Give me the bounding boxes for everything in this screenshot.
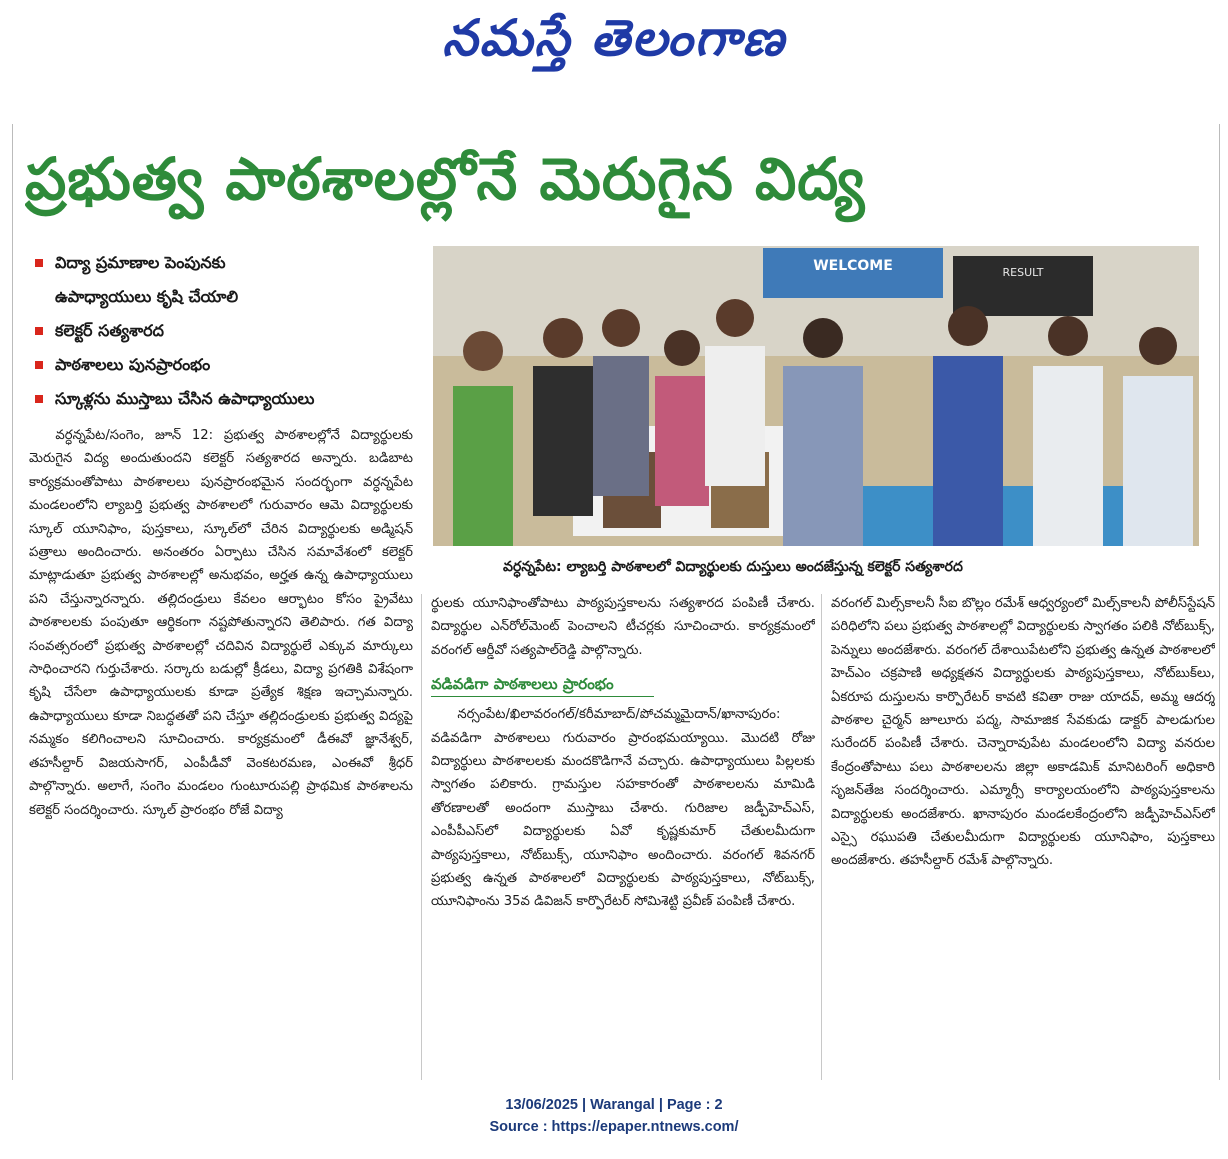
article-column-1	[29, 424, 413, 1072]
paragraph: ర్థులకు యూనిఫాంతోపాటు పాఠ్యపుస్తకాలను సత్యశారద పంపిణీ చేశారు. విద్యార్థుల ఎన్‌రోల్‌మెంట్ పెంచాలని టీచర్లకు సూచించారు. కార్యక్రమంలో వరంగల్ ఆర్డీవో సత్యపాల్‌రెడ్డి పాల్గొన్నారు.	[431, 596, 815, 658]
article-column-3	[831, 592, 1215, 1076]
highlight-item: విద్యా ప్రమాణాల పెంపునకు	[29, 246, 425, 280]
article-column-2	[431, 592, 815, 1076]
highlights-list	[29, 246, 425, 416]
news-photo	[433, 246, 1199, 546]
article-subheading: వడివడిగా పాఠశాలలు ప్రారంభం	[431, 672, 654, 697]
highlight-item: ఉపాధ్యాయులు కృషి చేయాలి	[55, 287, 239, 306]
photo-banner-text: WELCOME	[813, 258, 893, 274]
article	[12, 124, 1220, 1080]
page-footer	[0, 1094, 1228, 1138]
news-photo-illustration	[433, 246, 1199, 546]
bullet-square-icon	[35, 259, 43, 267]
paragraph: నర్సంపేట/ఖిలావరంగల్/కరీమాబాద్/పోచమ్మమైదాన్/ఖానాపురం: వడివడిగా పాఠశాలలు గురువారం ప్రారంభమయ్యాయి. మొదటి రోజు విద్యార్థులు పాఠశాలలకు మందకొడిగానే వచ్చారు. ఉపాధ్యాయులు పిల్లలకు స్వాగతం పలికారు. గ్రామస్తుల సహకారంతో పాఠశాలలను మామిడి తోరణాలతో అందంగా ముస్తాబు చేశారు. గురిజాల జడ్పీహెచ్ఎస్, ఎంపీపీఎస్‌లో విద్యార్థులకు ఏవో కృష్ణకుమార్ చేతులమీదుగా పాఠ్యపుస్తకాలు, నోట్‌బుక్స్, యూనిఫాం అందించారు. వరంగల్ శివనగర్ ప్రభుత్వ ఉన్నత పాఠశాలలో విద్యార్థులకు పాఠ్యపుస్తకాలు, నోట్‌బుక్స్, యూనిఫాంను 35వ డివిజన్ కార్పొరేటర్ సోమిశెట్టి ప్రవీణ్ పంపిణీ చేశారు.	[431, 707, 815, 910]
paragraph: వరంగల్ మిల్స్‌కాలనీ సీఐ బొల్లం రమేశ్ ఆధ్వర్యంలో మిల్స్‌కాలనీ పోలీస్‌స్టేషన్ పరిధిలోని పలు ప్రభుత్వ పాఠశాలల్లో విద్యార్థులకు స్వాగతం పలికి నోట్‌బుక్స్, పెన్నులు అందజేశారు. వరంగల్ దేశాయిపేటలోని ప్రభుత్వ ఉన్నత పాఠశాలలో హెచ్ఎం చక్రపాణి అధ్యక్షతన విద్యార్థులకు పాఠ్యపుస్తకాలు, నోట్‌బుక్‌లు, ఏకరూప దుస్తులను కార్పొరేటర్ కావటి కవితా రాజు యాదవ్, అమ్మ ఆదర్శ పాఠశాల చైర్మన్ జూలూరు పద్మ, సామాజిక సేవకుడు డాక్టర్ పాలడుగుల సురేందర్ పంపిణీ చేశారు. చెన్నారావుపేట మండలంలోని విద్యా వనరుల కేంద్రంతోపాటు పలు పాఠశాలలను జిల్లా అకాడమిక్ మానిటరింగ్ అధికారి సృజన్‌తేజ సందర్శించారు. ఎమ్మార్సీ కార్యాలయంలోని పాఠ్యపుస్తకాలను విద్యార్థులకు అందజేశారు. ఖానాపురం మండలకేంద్రంలోని జడ్పీహెచ్ఎస్‌లో ఎస్సై రఘుపతి చేతులమీదుగా విద్యార్థులకు యూనిఫాం, పుస్తకాలు అందజేశారు. తహసీల్దార్ రమేశ్ పాల్గొన్నారు.	[831, 596, 1215, 869]
bullet-square-icon	[35, 395, 43, 403]
highlight-item: పాఠశాలలు పునప్రారంభం	[29, 348, 425, 382]
column-divider	[821, 594, 822, 1080]
paragraph: వర్ధన్నపేట/సంగెం, జూన్ 12: ప్రభుత్వ పాఠశాలల్లోనే విద్యార్థులకు మెరుగైన విద్య అందుతుందని కలెక్టర్ సత్యశారద అన్నారు. బడిబాట కార్యక్రమంతోపాటు పాఠశాలలు పునప్రారంభమైన సందర్భంగా వర్ధన్నపేట మండలంలోని ల్యాబర్తి ప్రభుత్వ పాఠశాలలో గురువారం ఆమె విద్యార్థులకు స్కూల్ యూనిఫాం, పుస్తకాలు, స్కూల్‌లో చేరిన విద్యార్థులకు అడ్మిషన్ పత్రాలు అందించారు. అనంతరం ఏర్పాటు చేసిన సమావేశంలో కలెక్టర్ మాట్లాడుతూ ప్రభుత్వ పాఠశాలల్లో అనుభవం, అర్హత ఉన్న ఉపాధ్యాయులు పని చేస్తున్నారన్నారు. తల్లిదండ్రులు కేవలం ఆర్భాటం కోసం ప్రైవేటు పాఠశాలలకు పంపుతూ ఆర్థికంగా నష్టపోతున్నారని తెలిపారు. గత విద్యా సంవత్సరంలో ప్రభుత్వ పాఠశాలల్లో చదివిన విద్యార్థులే ఎక్కువ మార్కులు సాధించారని గుర్తుచేశారు. సర్కారు బడుల్లో క్రీడలు, విద్యా ప్రగతికి విశేషంగా కృషి చేసేలా ఉపాధ్యాయులకు కూడా ప్రత్యేక శిక్షణ ఇచ్చామన్నారు. ఉపాధ్యాయులు కూడా నిబద్ధతతో పని చేస్తూ తల్లిదండ్రులకు ప్రభుత్వ విద్యపై నమ్మకం కలిగించాలని సూచించారు. కార్యక్రమంలో డీఈవో జ్ఞానేశ్వర్, తహసీల్దార్ విజయసాగర్, ఎంపీడీవో వెంకటరమణ, ఎంఈవో శ్రీధర్ పాల్గొన్నారు. అలాగే, సంగెం మండలం గుంటూరుపల్లి ప్రాథమిక పాఠశాలను కలెక్టర్ సందర్శించారు. స్కూల్ ప్రారంభం రోజే విద్యా	[29, 428, 413, 818]
footer-source-link[interactable]: Source : https://epaper.ntnews.com/	[489, 1119, 739, 1135]
highlight-item: కలెక్టర్ సత్యశారద	[29, 314, 425, 348]
photo-caption: వర్ధన్నపేట: ల్యాబర్తి పాఠశాలలో విద్యార్థులకు దుస్తులు అందజేస్తున్న కలెక్టర్ సత్యశారద	[503, 559, 963, 575]
masthead-logo: నమస్తే తెలంగాణ	[442, 8, 786, 67]
footer-edition-info: 13/06/2025 | Warangal | Page : 2	[505, 1097, 723, 1113]
highlight-item: స్కూళ్లను ముస్తాబు చేసిన ఉపాధ్యాయులు	[29, 382, 425, 416]
photo-board-text: RESULT	[1002, 266, 1044, 279]
bullet-square-icon	[35, 361, 43, 369]
column-divider	[421, 594, 422, 1080]
article-headline: ప్రభుత్వ పాఠశాలల్లోనే మెరుగైన విద్య	[25, 145, 866, 213]
bullet-square-icon	[35, 327, 43, 335]
